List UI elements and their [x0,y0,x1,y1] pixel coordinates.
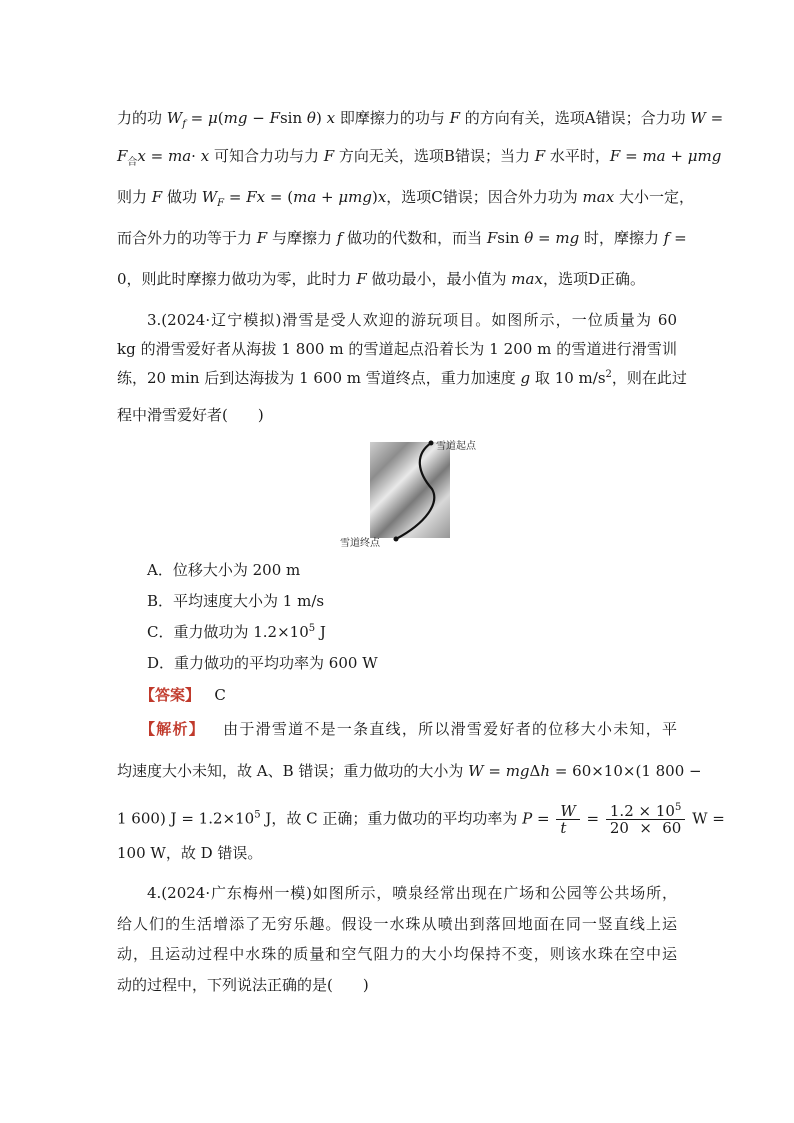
ski-route-curve [340,437,490,549]
solution-line-3: 则力 F 做功 $W_F = Fx = (ma + \mu mg)x$，选项C错误；因合外力功为 max 大小一定， [117,188,694,209]
q3-analysis-line-1: 【解析】 由于滑雪道不是一条直线，所以滑雪爱好者的位移大小未知，平 [140,720,677,738]
analysis-tag: 【解析】 [140,720,206,738]
solution-line-5: 0，则此时摩擦力做功为零，此时力 F 做功最小，最小值为 max，选项D正确。 [117,270,645,288]
q3-stem-line-4: 程中滑雪爱好者( ) [117,406,264,424]
q3-option-a: A．位移大小为 200 m [147,561,301,579]
q4-stem-line-1: 4.(2024·广东梅州一模)如图所示，喷泉经常出现在广场和公园等公共场所， [147,884,677,902]
q3-option-b: B．平均速度大小为 1 m/s [147,592,325,610]
answer-tag: 【答案】 [140,686,201,704]
q3-answer: 【答案】 C [140,686,226,704]
ski-slope-figure [340,437,490,549]
q4-stem-line-3: 动，且运动过程中水珠的质量和空气阻力的大小均保持不变，则该水珠在空中运 [117,945,677,963]
power-fraction-w-t: $\frac{W}{t}$ [556,803,579,836]
q4-stem-line-4: 动的过程中，下列说法正确的是( ) [117,976,369,994]
q3-stem-line-3: 练，20 min 后到达海拔为 1 600 m 雪道终点，重力加速度 g 取 10 $m/s^2$，则在此过 [117,369,687,387]
q3-analysis-line-4: 100 W，故 D 错误。 [117,844,263,862]
route-start-label: 雪道起点 [436,441,476,452]
solution-line-4: 而合外力的功等于力 F 与摩擦力 f 做功的代数和，而当 Fsin θ = mg 时，摩擦力 f = [117,229,687,247]
route-end-label: 雪道终点 [340,538,380,549]
q4-stem-line-2: 给人们的生活增添了无穷乐趣。假设一水珠从喷出到落回地面在同一竖直线上运 [117,915,677,933]
q3-option-d: D．重力做功的平均功率为 600 W [147,654,378,672]
q3-stem-line-2: kg 的滑雪爱好者从海拔 1 800 m 的雪道起点沿着长为 1 200 m 的雪道进行滑雪训 [117,340,677,358]
solution-line-2: $F_合x = ma\cdot x$ 可知合力功与力 F 方向无关，选项B错误；当力 F 水平时，F = ma + μmg [117,147,722,168]
q3-option-c: C．重力做功为 $1.2\times 10^5$ J [147,623,326,641]
q3-analysis-line-3: 1 600) $J = 1.2\times 10^5$ J，故 C 正确；重力做功的平均功率为 P = $\frac{W}{t}$ = $\frac{1.2 \times 10^5}{20 \times 60}$ W = [117,802,725,837]
q3-stem-line-1: 3.(2024·辽宁模拟)滑雪是受人欢迎的游玩项目。如图所示，一位质量为 60 [147,311,677,329]
q3-analysis-line-2: 均速度大小未知，故 A、B 错误；重力做功的大小为 W = mgΔh = 60×10×(1 800 − [117,762,702,780]
solution-line-1: 力的功 $W_f = \mu(mg - Fsin$ θ) x 即摩擦力的功与 F 的方向有关，选项A错误；合力功 W = [117,109,724,130]
power-fraction-numeric: $\frac{1.2 \times 10^5}{20 \times 60}$ [606,803,685,836]
